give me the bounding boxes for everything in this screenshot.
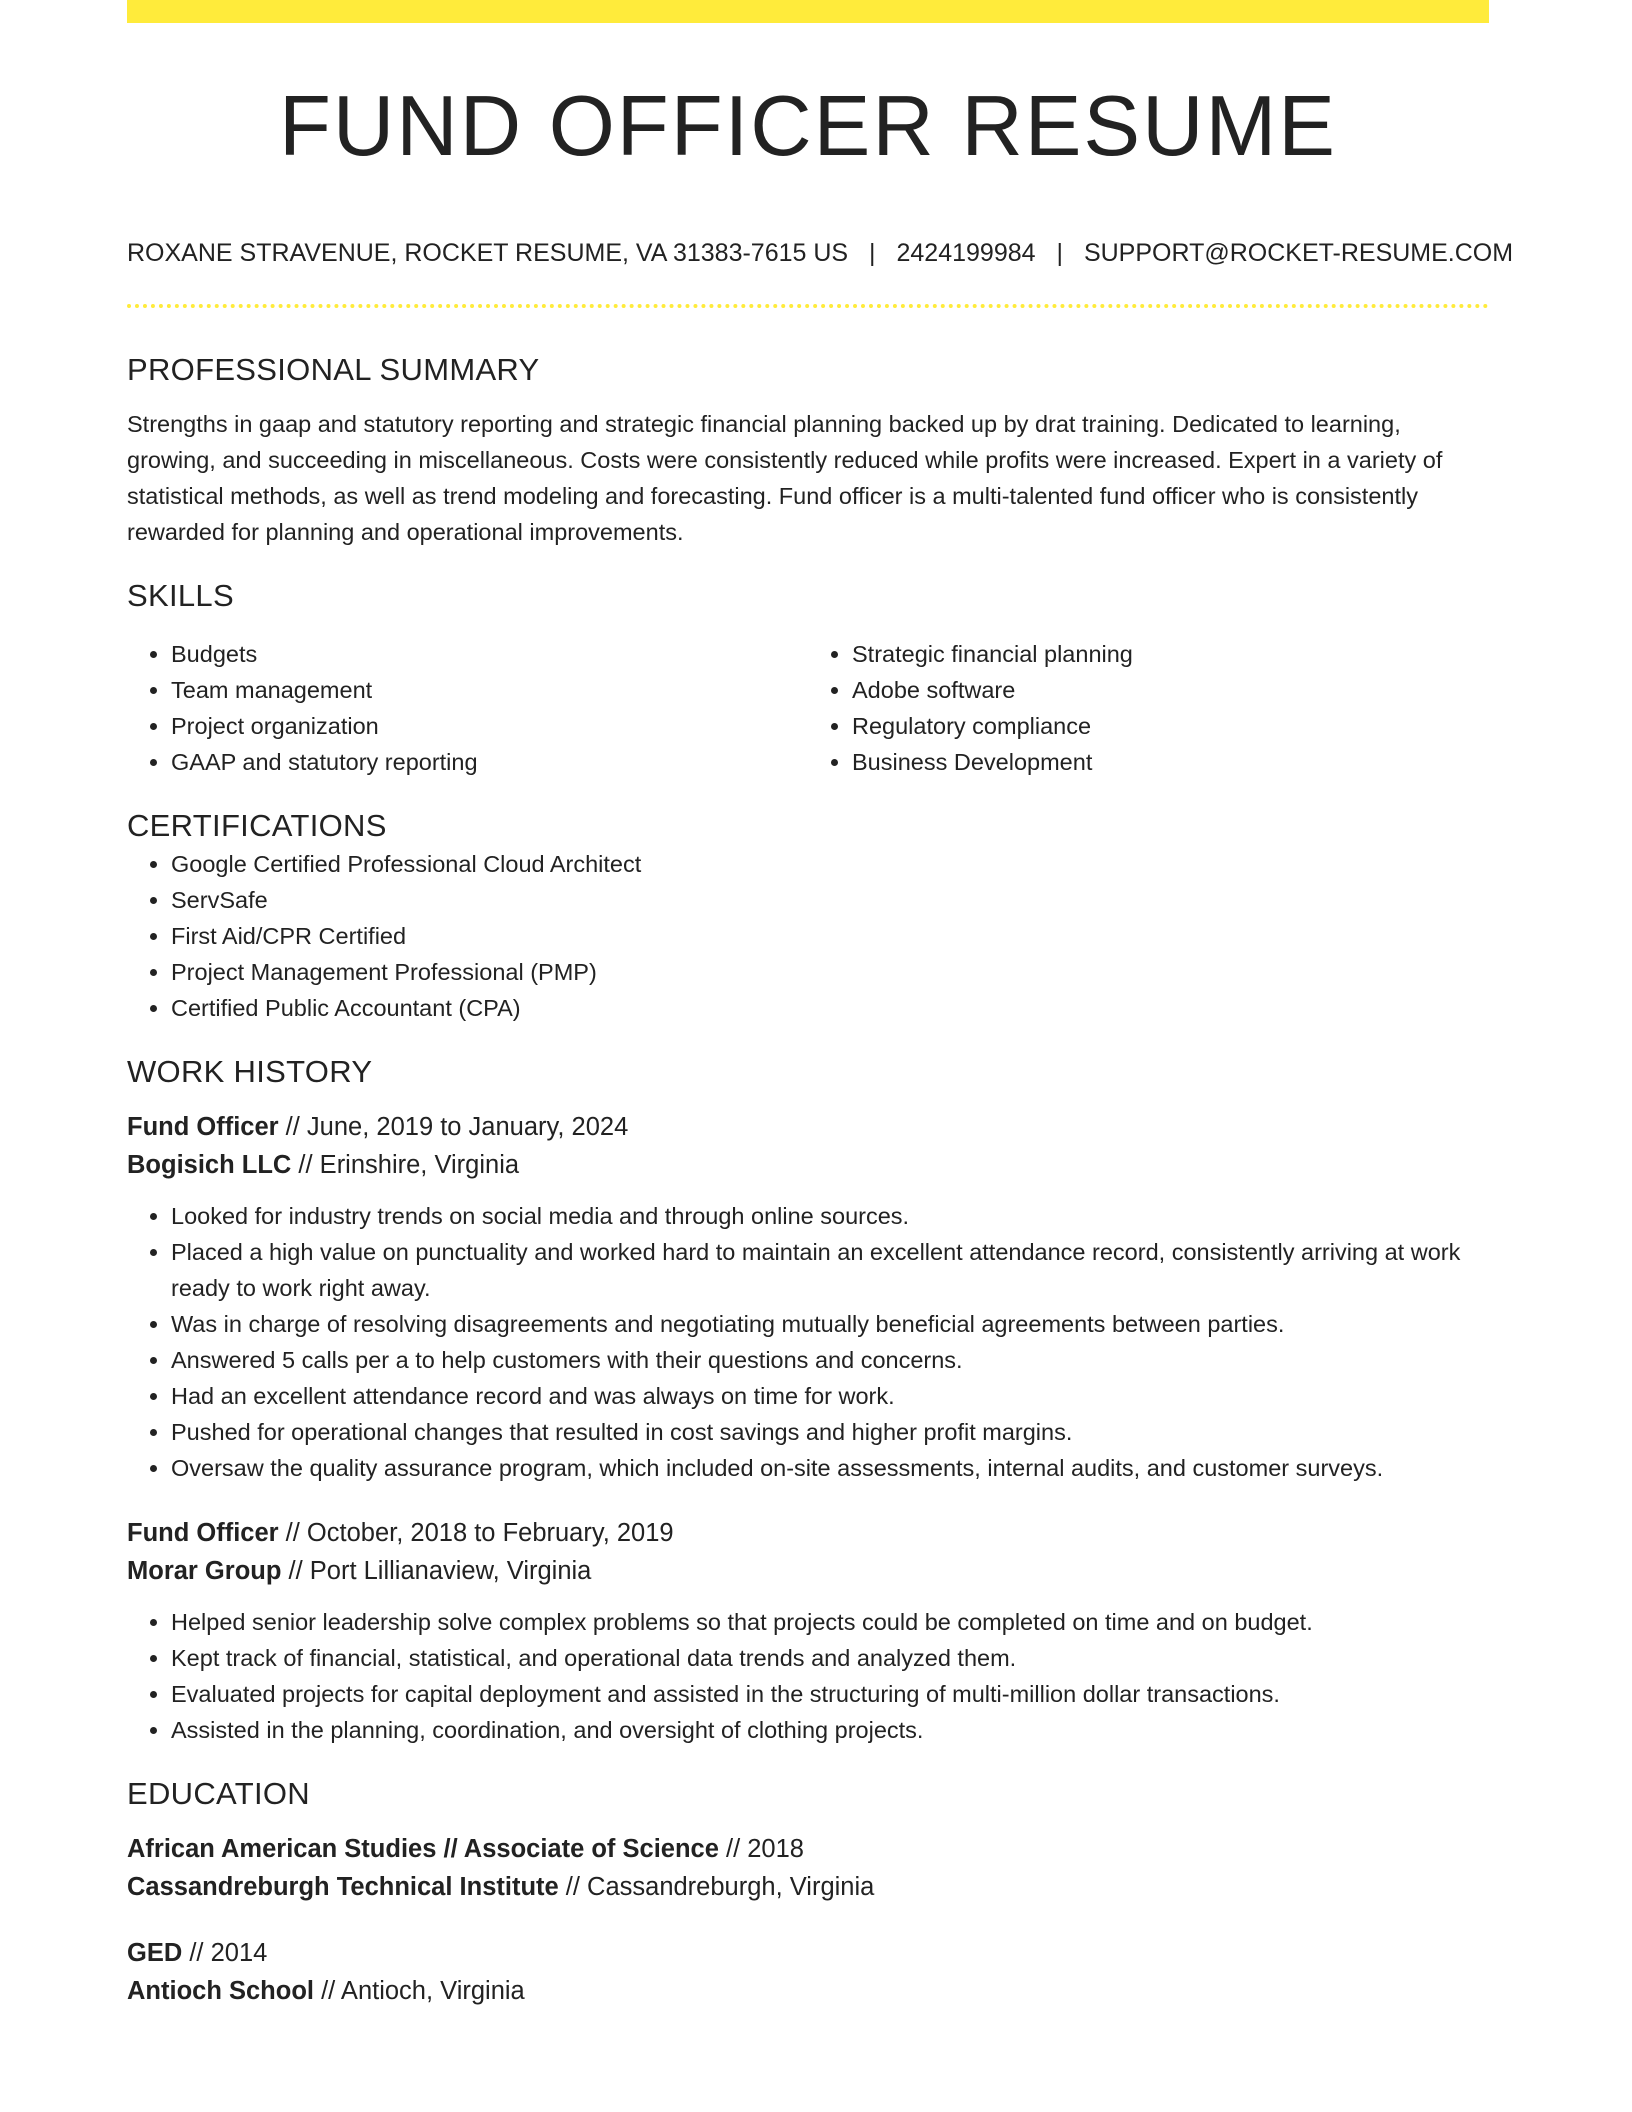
work-history-heading: WORK HISTORY: [127, 1054, 373, 1089]
contact-address: ROXANE STRAVENUE, ROCKET RESUME, VA 31383-7615 US: [127, 239, 849, 267]
summary-heading: PROFESSIONAL SUMMARY: [127, 352, 540, 387]
education-school: Cassandreburgh Technical Institute: [127, 1873, 559, 1901]
resume-title: FUND OFFICER RESUME: [279, 79, 1337, 174]
job-company-line: [127, 1552, 1489, 1590]
job-duty: • Helped senior leadership solve complex problems so that projects could be completed on time and on budget.: [171, 1604, 1489, 1640]
job-company-line: [127, 1146, 1489, 1184]
education-degree-line: [127, 1934, 1489, 1972]
contact-separator: |: [869, 239, 876, 267]
job-dates: // June, 2019 to January, 2024: [278, 1113, 629, 1141]
education-year: // 2014: [182, 1939, 268, 1967]
education-school: Antioch School: [127, 1977, 314, 2005]
dotted-divider: [127, 304, 1489, 308]
job-company: Morar Group: [127, 1557, 282, 1585]
skill-item: • Budgets: [171, 636, 808, 672]
skill-item: • Adobe software: [852, 672, 1489, 708]
education-section: [127, 1774, 1489, 2010]
job-duty: • Evaluated projects for capital deployment and assisted in the structuring of multi-million dollar transactions.: [171, 1676, 1489, 1712]
skill-item: • Business Development: [852, 744, 1489, 780]
skills-grid: [127, 636, 1489, 780]
skills-heading: SKILLS: [127, 578, 234, 613]
job-title-line: [127, 1514, 1489, 1552]
job-duty: • Was in charge of resolving disagreements and negotiating mutually beneficial agreements between parties.: [171, 1306, 1489, 1342]
job-title: Fund Officer: [127, 1113, 279, 1141]
job-title: Fund Officer: [127, 1519, 279, 1547]
contact-phone: 2424199984: [896, 239, 1036, 267]
education-degree: African American Studies // Associate of Science: [127, 1835, 719, 1863]
certifications-list: [127, 846, 1489, 1026]
job-duties-list: [127, 1198, 1489, 1486]
skills-section: [127, 576, 1489, 780]
certification-item: • Project Management Professional (PMP): [171, 954, 1489, 990]
contact-line: [127, 238, 1514, 268]
top-accent-bar: [127, 0, 1489, 23]
job-entry: [127, 1108, 1489, 1486]
skills-list-left: [127, 636, 808, 780]
education-degree: GED: [127, 1939, 183, 1967]
job-duty: • Placed a high value on punctuality and worked hard to maintain an excellent attendance record, consistently arriving at work ready to work right away.: [171, 1234, 1489, 1306]
job-location: // Port Lillianaview, Virginia: [281, 1557, 592, 1585]
education-degree-line: [127, 1830, 1489, 1868]
education-entry: [127, 1934, 1489, 2010]
education-heading: EDUCATION: [127, 1776, 310, 1811]
job-entry: [127, 1514, 1489, 1748]
job-duty: • Oversaw the quality assurance program, which included on-site assessments, internal audits, and customer surveys.: [171, 1450, 1489, 1486]
education-school-line: [127, 1868, 1489, 1906]
skill-item: • Project organization: [171, 708, 808, 744]
skill-item: • Strategic financial planning: [852, 636, 1489, 672]
education-school-line: [127, 1972, 1489, 2010]
job-location: // Erinshire, Virginia: [291, 1151, 520, 1179]
skill-item: • GAAP and statutory reporting: [171, 744, 808, 780]
certification-item: • ServSafe: [171, 882, 1489, 918]
resume-content: [127, 350, 1489, 2010]
education-location: // Antioch, Virginia: [314, 1977, 525, 2005]
job-duty: • Assisted in the planning, coordination, and oversight of clothing projects.: [171, 1712, 1489, 1748]
job-duties-list: [127, 1604, 1489, 1748]
education-year: // 2018: [718, 1835, 804, 1863]
contact-email: SUPPORT@ROCKET-RESUME.COM: [1083, 239, 1514, 267]
summary-section: [127, 350, 1489, 550]
skills-list-right: [808, 636, 1489, 780]
summary-text: Strengths in gaap and statutory reporting and strategic financial planning backed up by drat training. Dedicated to learning, growing, and succeeding in miscellaneous. Costs were consistently reduced while profits were increased. Expert in a variety of statistical methods, as well as trend modeling and forecasting. Fund officer is a multi-talented fund officer who is consistently rewarded for planning and operational improvements.: [127, 411, 1443, 545]
certification-item: • Google Certified Professional Cloud Architect: [171, 846, 1489, 882]
skill-item: • Regulatory compliance: [852, 708, 1489, 744]
education-location: // Cassandreburgh, Virginia: [558, 1873, 875, 1901]
certification-item: • First Aid/CPR Certified: [171, 918, 1489, 954]
job-company: Bogisich LLC: [127, 1151, 292, 1179]
job-title-line: [127, 1108, 1489, 1146]
skill-item: • Team management: [171, 672, 808, 708]
certifications-section: [127, 806, 1489, 1026]
job-duty: • Pushed for operational changes that resulted in cost savings and higher profit margins.: [171, 1414, 1489, 1450]
job-duty: • Kept track of financial, statistical, and operational data trends and analyzed them.: [171, 1640, 1489, 1676]
job-duty: • Answered 5 calls per a to help customers with their questions and concerns.: [171, 1342, 1489, 1378]
job-duty: • Looked for industry trends on social media and through online sources.: [171, 1198, 1489, 1234]
work-history-section: [127, 1052, 1489, 1748]
contact-separator: |: [1056, 239, 1063, 267]
certification-item: • Certified Public Accountant (CPA): [171, 990, 1489, 1026]
certifications-heading: CERTIFICATIONS: [127, 808, 387, 843]
job-header: [127, 1108, 1489, 1184]
job-header: [127, 1514, 1489, 1590]
job-duty: • Had an excellent attendance record and was always on time for work.: [171, 1378, 1489, 1414]
education-entry: [127, 1830, 1489, 1906]
job-dates: // October, 2018 to February, 2019: [278, 1519, 674, 1547]
